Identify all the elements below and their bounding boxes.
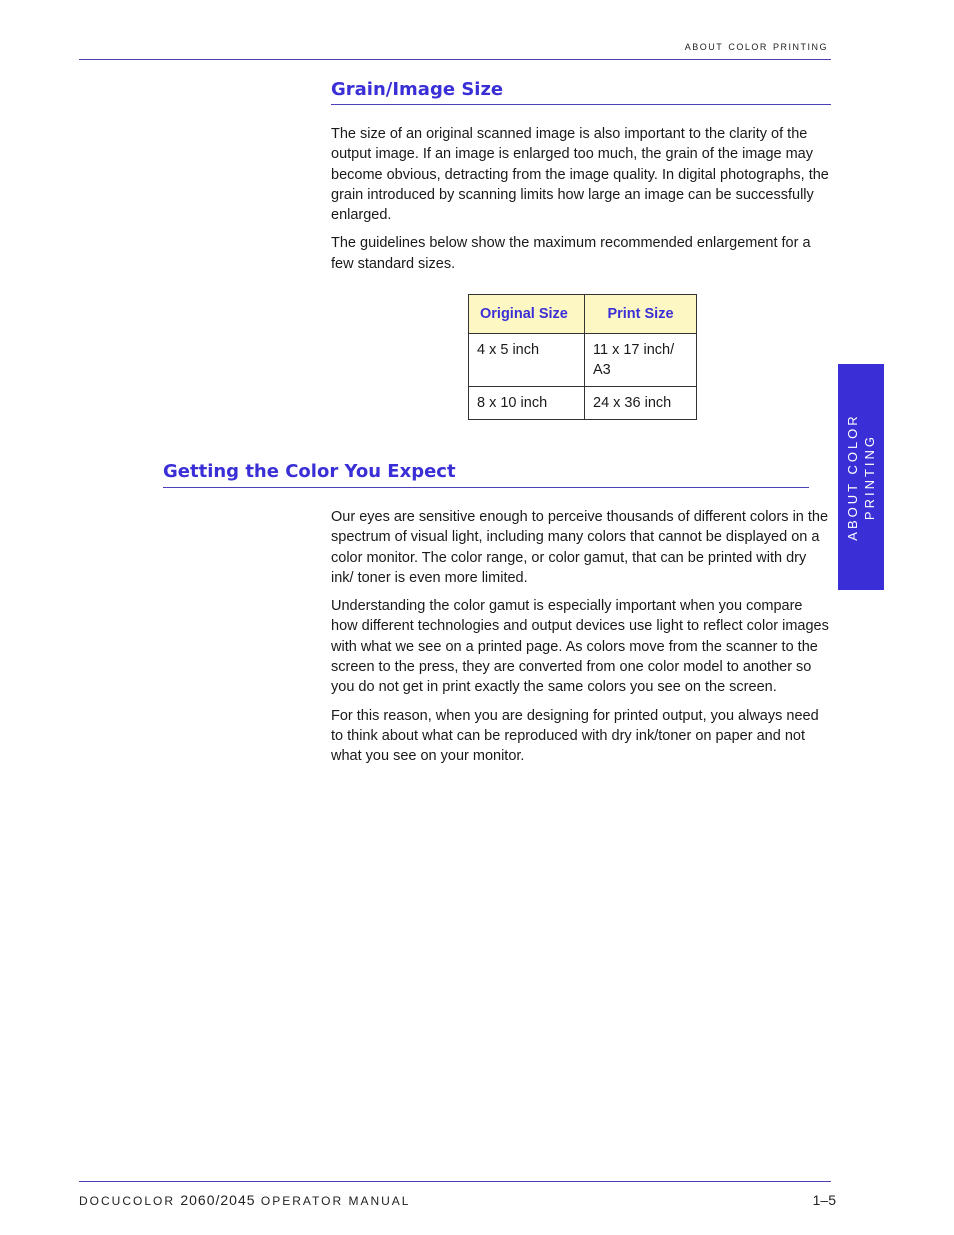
- chapter-side-tab: [838, 364, 884, 590]
- table-cell-original: 4 x 5 inch: [469, 334, 585, 387]
- grain-paragraph-1: The size of an original scanned image is also important to the clarity of the output image. If an image is enlarged too much, the grain of the image may become obvious, detracting from the image quality. In digital photographs, the grain introduced by scanning limits how large an image can be successfully enlarged.: [331, 126, 829, 224]
- color-paragraph-2: Understanding the color gamut is especially important when you compare how different technologies and output devices use light to reflect color images with what we see on a printed page. As colors move from the scanner to the screen to the press, they are converted from one color model to another so you do not get in print exactly the same colors you see on the screen.: [331, 598, 829, 696]
- heading-rule-color: [163, 487, 809, 488]
- heading-rule-grain: [331, 104, 831, 105]
- color-paragraph-3: For this reason, when you are designing for printed output, you always need to think about what can be reproduced with dry ink/toner on paper and not what you see on your monitor.: [331, 707, 819, 765]
- footer-brand: DOCUCOLOR: [79, 1194, 176, 1208]
- grain-paragraph-2: The guidelines below show the maximum recommended enlargement for a few standard sizes.: [331, 235, 811, 272]
- header-rule: [79, 59, 831, 60]
- table-row: [469, 387, 697, 420]
- color-paragraph-1: Our eyes are sensitive enough to perceive thousands of different colors in the spectrum of visual light, including many colors that cannot be displayed on a color monitor. The color range, or color gamut, that can be printed with dry ink/ toner is even more limited.: [331, 509, 829, 586]
- table-row: [469, 334, 697, 387]
- footer-manual: OPERATOR MANUAL: [260, 1194, 411, 1208]
- footer-rule: [79, 1181, 831, 1182]
- table-cell-print: 11 x 17 inch/ A3: [585, 334, 697, 387]
- side-tab-label: ABOUT COLOR PRINTING: [845, 413, 877, 541]
- color-body: [331, 507, 831, 775]
- table-header-original-size: Original Size: [469, 295, 585, 334]
- heading-grain-image-size: Grain/Image Size: [331, 79, 504, 100]
- table-header-print-size: Print Size: [585, 295, 697, 334]
- table-cell-original: 8 x 10 inch: [469, 387, 585, 420]
- footer-model: 2060/2045: [180, 1192, 256, 1208]
- grain-body: [331, 124, 831, 282]
- enlargement-table: [468, 294, 697, 420]
- table-header-row: [469, 295, 697, 334]
- heading-getting-the-color: Getting the Color You Expect: [163, 461, 456, 482]
- table-cell-print: 24 x 36 inch: [585, 387, 697, 420]
- page-number: 1–5: [812, 1192, 836, 1208]
- footer-title: [79, 1192, 410, 1208]
- running-head: about color printing: [684, 38, 828, 53]
